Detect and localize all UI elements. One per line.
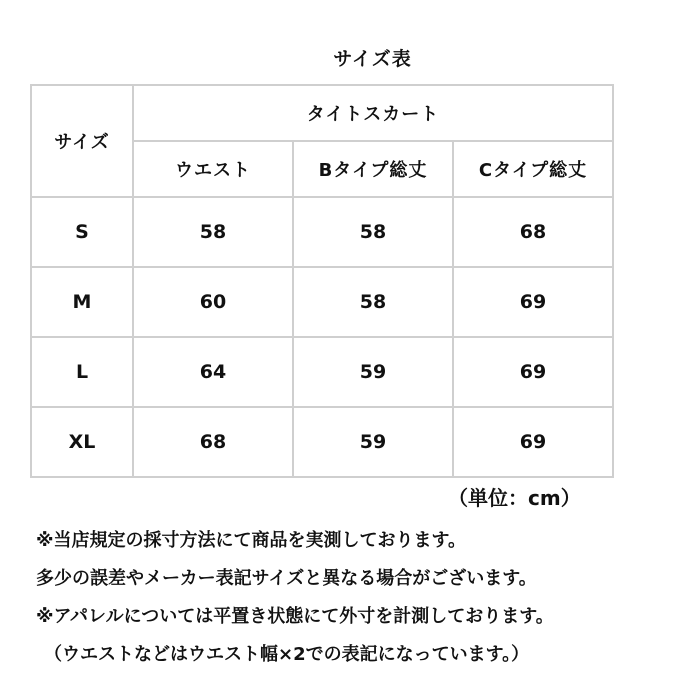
column-header-c-length: Cタイプ総丈 [453,141,613,197]
table-row [31,267,613,337]
table-cell: 64 [133,337,293,407]
table-cell: 68 [453,197,613,267]
unit-label: （単位：cm） [448,486,581,510]
row-label: S [31,197,133,267]
size-column-header: サイズ [31,85,133,197]
column-header-b-length: Bタイプ総丈 [293,141,453,197]
table-cell: 58 [293,267,453,337]
note-line: ※アパレルについては平置き状態にて外寸を計測しております。 [36,606,554,627]
note-line: （ウエストなどはウエスト幅×2での表記になっています。） [44,644,530,665]
table-cell: 69 [453,267,613,337]
notes [36,526,700,678]
row-label: XL [31,407,133,477]
table-row [31,197,613,267]
table-cell: 60 [133,267,293,337]
note-line: ※当店規定の採寸方法にて商品を実測しております。 [36,530,467,551]
table-row [31,337,613,407]
group-header: タイトスカート [133,85,613,141]
row-label: L [31,337,133,407]
table-cell: 58 [133,197,293,267]
table-cell: 69 [453,337,613,407]
note-line: 多少の誤差やメーカー表記サイズと異なる場合がございます。 [36,568,537,589]
table-cell: 58 [293,197,453,267]
table-cell: 68 [133,407,293,477]
table-row [31,407,613,477]
table-cell: 59 [293,337,453,407]
page-title: サイズ表 [333,48,412,70]
row-label: M [31,267,133,337]
column-header-waist: ウエスト [133,141,293,197]
table-cell: 69 [453,407,613,477]
size-table [30,84,614,478]
table-cell: 59 [293,407,453,477]
